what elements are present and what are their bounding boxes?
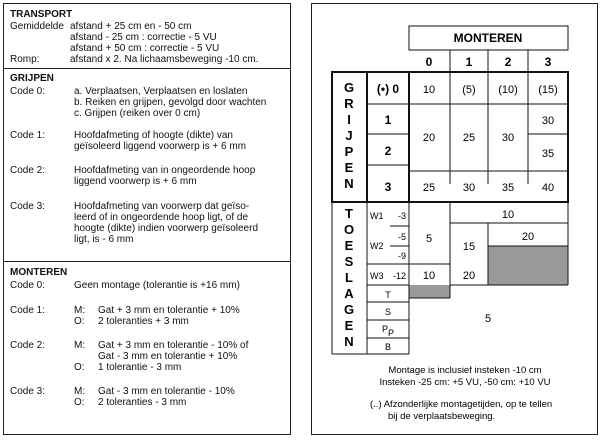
romp-text: afstand x 2. Na lichaamsbeweging -10 cm. <box>70 54 259 65</box>
grijpen-code-0-line-2: b. Reiken en grijpen, gevolgd door wachten <box>74 97 267 108</box>
grijpen-code-0-line-1: a. Verplaatsen, Verplaatsen en loslaten <box>74 86 248 97</box>
cell-r2-c3: 35 <box>541 148 555 160</box>
monteren-code-1-m-text: Gat + 3 mm en tolerantie + 10% <box>98 305 240 316</box>
note-line-3: (..) Afzonderlijke montagetijden, op te tellen <box>370 399 553 410</box>
grijpen-row-1: 1 <box>384 113 392 127</box>
monteren-code-2-o-text: 1 tolerantie - 3 mm <box>98 362 182 373</box>
w2-label: W2 <box>370 241 384 251</box>
monteren-divider <box>4 261 290 262</box>
ts-w1-rest: 10 <box>501 209 515 221</box>
col-2: 2 <box>504 55 512 69</box>
gemiddelde-line-1: afstand + 25 cm en - 50 cm <box>70 21 192 32</box>
cell-r3-c2: 35 <box>501 182 515 194</box>
transport-title: TRANSPORT <box>10 9 73 20</box>
romp-label: Romp: <box>10 54 40 65</box>
toeslagen-letter-5: L <box>345 270 353 285</box>
ts-w2-col1: 15 <box>462 241 476 253</box>
cell-r12-c0: 20 <box>422 132 436 144</box>
grijpen-letter-3: I <box>347 112 351 127</box>
col-0: 0 <box>425 55 433 69</box>
grijpen-code-3-line-2: leerd of in ongeordende hoop ligt, of de <box>74 212 249 223</box>
cell-r12-c2: 30 <box>501 132 515 144</box>
monteren-code-3-o-key: O: <box>74 397 85 408</box>
toeslagen-letter-6: A <box>344 286 354 301</box>
right-panel <box>311 3 598 435</box>
grijpen-letter-6: E <box>344 160 354 175</box>
monteren-code-2-m-key: M: <box>74 340 86 351</box>
note-line-1: Montage is inclusief insteken -10 cm <box>388 365 542 376</box>
grijpen-row-3: 3 <box>384 180 392 194</box>
gemiddelde-line-2: afstand - 25 cm : correctie - 5 VU <box>70 32 217 43</box>
grijpen-code-3-line-1: Hoofdafmeting van voorwerp dat geïso- <box>74 201 250 212</box>
table-header: MONTEREN <box>453 31 523 45</box>
monteren-code-0-text: Geen montage (tolerantie is +16 mm) <box>74 280 240 291</box>
left-panel <box>3 3 291 435</box>
ts-w3-col1: 20 <box>462 270 476 282</box>
toeslagen-letter-9: N <box>344 334 354 349</box>
cell-r0-c1: (5) <box>462 84 476 96</box>
toeslagen-letter-2: O <box>343 222 355 237</box>
grijpen-divider <box>4 68 290 69</box>
cell-r3-c0: 25 <box>422 182 436 194</box>
grijpen-code-1-line-2: geïsoleerd liggend voorwerp is + 6 mm <box>74 141 247 152</box>
monteren-code-3-m-text: Gat - 3 mm en tolerantie - 10% <box>98 386 235 397</box>
toeslagen-letter-4: S <box>344 254 354 269</box>
monteren-code-2-m-text-2: Gat - 3 mm en tolerantie + 10% <box>98 351 238 362</box>
cell-r0-c2: (10) <box>498 84 518 96</box>
monteren-code-1-m-key: M: <box>74 305 86 316</box>
monteren-code-1-label: Code 1: <box>10 305 46 316</box>
toeslagen-letter-8: E <box>344 318 354 333</box>
grijpen-row-2: 2 <box>384 144 392 158</box>
cell-r3-c1: 30 <box>462 182 476 194</box>
p-row-sub-label: P <box>387 328 395 338</box>
ts-w-col0: 5 <box>425 233 433 245</box>
grijpen-code-0-line-3: c. Grijpen (reiken over 0 cm) <box>74 108 201 119</box>
grijpen-code-3-line-4: ligt, is - 6 mm <box>74 234 134 245</box>
grijpen-code-2-line-1: Hoofdafmeting van in ongeordende hoop <box>74 165 256 176</box>
col-3: 3 <box>544 55 552 69</box>
shade-block-small <box>409 285 450 298</box>
grijpen-code-2-line-2: liggend voorwerp is + 6 mm <box>74 176 197 187</box>
grijpen-letter-1: G <box>343 80 355 95</box>
ts-w3-col0: 10 <box>422 270 436 282</box>
grijpen-letter-7: N <box>344 176 354 191</box>
monteren-code-1-o-key: O: <box>74 316 85 327</box>
cell-r1-c3: 30 <box>541 115 555 127</box>
grijpen-code-1-line-1: Hoofdafmeting of hoogte (dikte) van <box>74 130 233 141</box>
monteren-code-2-m-text: Gat + 3 mm en tolerantie - 10% of <box>98 340 249 351</box>
grijpen-letter-2: R <box>344 96 354 111</box>
monteren-code-1-o-text: 2 toleranties + 3 mm <box>98 316 189 327</box>
monteren-code-2-label: Code 2: <box>10 340 46 351</box>
monteren-code-2-o-key: O: <box>74 362 85 373</box>
grijpen-code-1-label: Code 1: <box>10 130 46 141</box>
cell-r3-c3: 40 <box>541 182 555 194</box>
monteren-code-3-label: Code 3: <box>10 386 46 397</box>
w1-value: -3 <box>397 211 406 221</box>
grijpen-code-3-label: Code 3: <box>10 201 46 212</box>
p-row-label: P <box>381 324 389 334</box>
ts-tspb-value: 5 <box>484 313 492 325</box>
w3-label: W3 <box>370 271 384 281</box>
gemiddelde-line-3: afstand + 50 cm : correctie - 5 VU <box>70 43 220 54</box>
w2-value-1: -5 <box>397 232 406 242</box>
col-1: 1 <box>465 55 473 69</box>
grijpen-letter-5: P <box>344 144 354 159</box>
w1-label: W1 <box>370 211 384 221</box>
w2-value-2: -9 <box>397 251 406 261</box>
b-row-label: B <box>384 342 392 352</box>
grijpen-letter-4: J <box>345 128 353 143</box>
time-table <box>312 4 599 436</box>
cell-r0-c0: 10 <box>422 84 436 96</box>
grijpen-code-0-label: Code 0: <box>10 86 46 97</box>
s-row-label: S <box>384 307 392 317</box>
grijpen-title: GRIJPEN <box>10 73 54 84</box>
t-row-label: T <box>385 290 391 300</box>
note-line-4: bij de verplaatsbeweging. <box>388 411 496 422</box>
monteren-title: MONTEREN <box>10 267 68 278</box>
toeslagen-letter-3: E <box>344 238 354 253</box>
shade-block-large <box>488 246 568 285</box>
toeslagen-letter-7: G <box>343 302 355 317</box>
gemiddelde-label: Gemiddelde <box>10 21 64 32</box>
w3-value: -12 <box>392 271 406 281</box>
monteren-code-3-o-text: 2 toleranties - 3 mm <box>98 397 187 408</box>
grijpen-code-2-label: Code 2: <box>10 165 46 176</box>
grijpen-row-0: (•) 0 <box>376 82 400 96</box>
note-line-2: Insteken -25 cm: +5 VU, -50 cm: +10 VU <box>379 377 551 388</box>
grijpen-code-3-line-3: hoogte (dikte) indien voorwerp geïsoleerd <box>74 223 258 234</box>
toeslagen-letter-1: T <box>345 206 353 221</box>
ts-w2-rest: 20 <box>521 231 535 243</box>
cell-r12-c1: 25 <box>462 132 476 144</box>
monteren-code-3-m-key: M: <box>74 386 86 397</box>
monteren-code-0-label: Code 0: <box>10 280 46 291</box>
cell-r0-c3: (15) <box>538 84 558 96</box>
